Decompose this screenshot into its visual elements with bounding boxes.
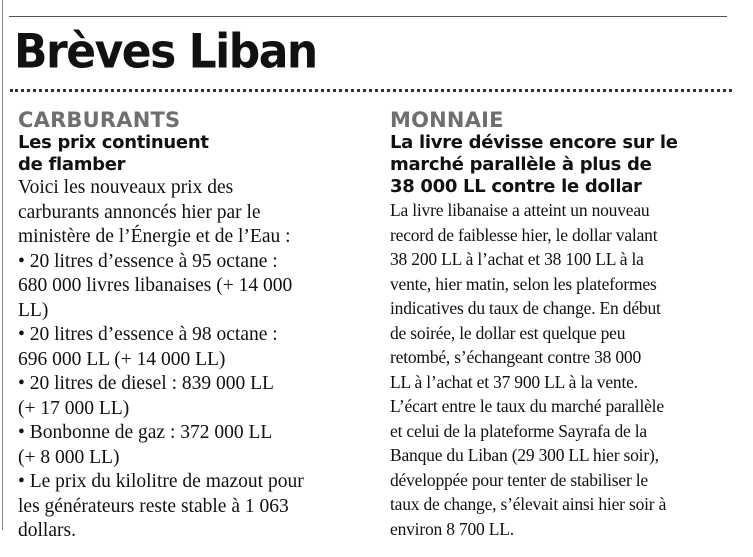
body-line: retombé, s’échangeant contre 38 000: [390, 347, 642, 367]
body-line: 696 000 LL (+ 14 000 LL): [18, 348, 226, 370]
body-line: LL): [18, 299, 49, 321]
body-line: • 20 litres d’essence à 95 octane :: [18, 250, 278, 272]
article-headline: [390, 132, 735, 198]
article-body: [18, 176, 368, 544]
article-carburants: [18, 108, 368, 544]
headline-line: Les prix continuent: [18, 132, 209, 153]
body-line: ministère de l’Énergie et de l’Eau :: [18, 226, 291, 247]
body-line: carburants annoncés hier par le: [18, 201, 261, 223]
body-line: (+ 8 000 LL): [18, 446, 120, 468]
headline-line: 38 000 LL contre le dollar: [390, 176, 642, 197]
body-line: LL à l’achat et 37 900 LL à la vente.: [390, 371, 638, 392]
body-line: de soirée, le dollar est quelque peu: [390, 322, 626, 343]
body-line: et celui de la plateforme Sayrafa de la: [390, 420, 647, 441]
body-line: dollars.: [18, 520, 76, 541]
headline-line: La livre dévisse encore sur le: [390, 132, 678, 153]
article-rubric: MONNAIE: [390, 108, 504, 132]
body-line: record de faiblesse hier, le dollar valant: [390, 224, 658, 245]
body-line: (+ 17 000 LL): [18, 397, 130, 419]
article-monnaie: [390, 108, 735, 541]
article-headline: [18, 132, 368, 176]
body-line: les générateurs reste stable à 1 063: [18, 495, 289, 517]
body-line: 680 000 livres libanaises (+ 14 000: [18, 275, 293, 296]
body-line: indicatives du taux de change. En début: [390, 298, 661, 318]
body-line: • Le prix du kilolitre de mazout pour: [18, 471, 304, 492]
body-line: 38 200 LL à l’achat et 38 100 LL à la: [390, 249, 644, 269]
body-line: Voici les nouveaux prix des: [18, 177, 234, 198]
top-rule: [9, 16, 727, 17]
headline-line: marché parallèle à plus de: [390, 154, 652, 175]
column-rule: [2, 0, 3, 530]
body-line: environ 8 700 LL.: [390, 518, 514, 539]
dotted-separator: [10, 89, 732, 92]
headline-line: de flamber: [18, 154, 126, 175]
body-line: • Bonbonne de gaz : 372 000 LL: [18, 422, 273, 443]
article-rubric: CARBURANTS: [18, 108, 181, 132]
body-line: développée pour tenter de stabiliser le: [390, 469, 648, 490]
body-line: Banque du Liban (29 300 LL hier soir),: [390, 445, 659, 465]
section-title: Brèves Liban: [14, 24, 317, 80]
body-line: • 20 litres de diesel : 839 000 LL: [18, 373, 274, 394]
body-line: • 20 litres d’essence à 98 octane :: [18, 324, 278, 345]
body-line: L’écart entre le taux du marché parallèle: [390, 396, 664, 416]
body-line: vente, hier matin, selon les plateformes: [390, 273, 657, 294]
body-line: La livre libanaise a atteint un nouveau: [390, 200, 650, 220]
body-line: taux de change, s’élevait ainsi hier soir à: [390, 494, 667, 514]
article-body: [390, 198, 735, 541]
